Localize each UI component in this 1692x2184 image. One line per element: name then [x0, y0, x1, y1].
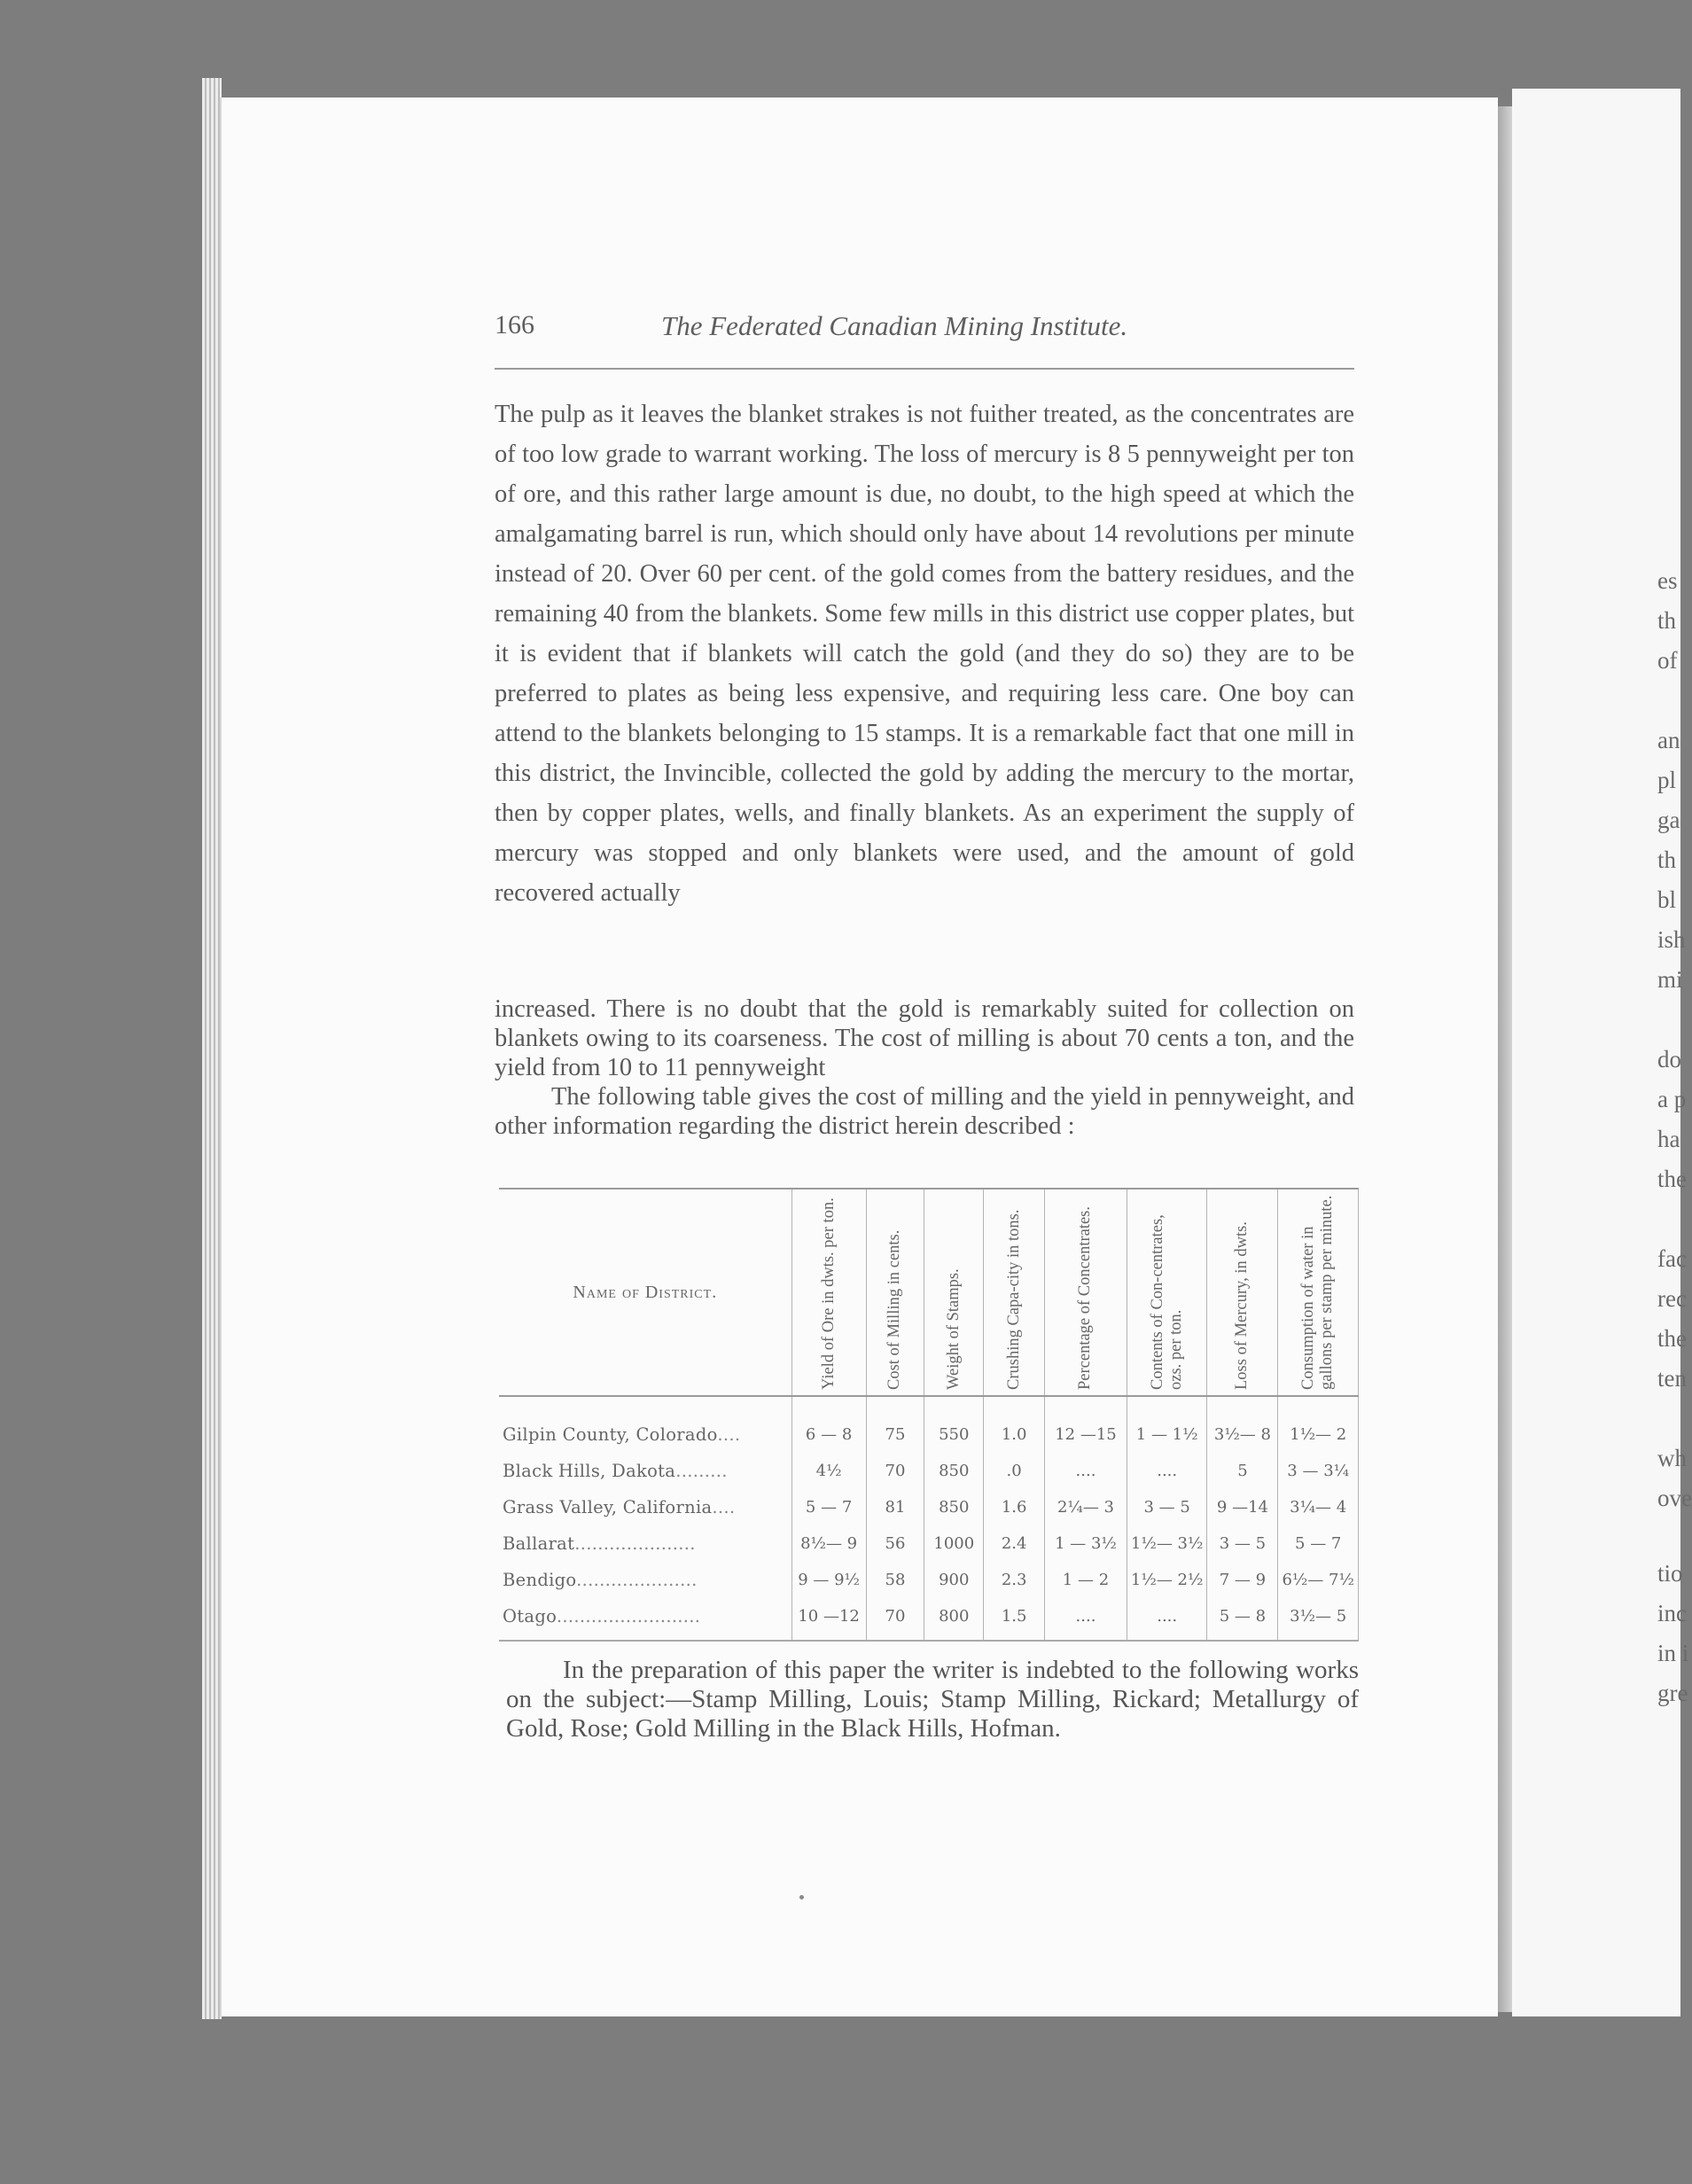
cell-mercury-loss: 7 — 9	[1207, 1562, 1278, 1598]
dot-leader: ....	[717, 1424, 741, 1445]
column-header	[866, 1189, 924, 1396]
district-name: Grass Valley, California	[503, 1497, 713, 1517]
facing-page-fragment: th	[1657, 846, 1677, 873]
header-water: Consumption of water in gallons per stamp per minute.	[1299, 1195, 1337, 1390]
cell-capacity: 2.4	[984, 1525, 1045, 1562]
column-header	[984, 1189, 1045, 1396]
cell-mercury-loss: 5	[1207, 1453, 1278, 1489]
column-header	[1207, 1189, 1278, 1396]
column-header	[1278, 1189, 1359, 1396]
table-row	[499, 1598, 1359, 1641]
cell-contents: ....	[1127, 1598, 1207, 1641]
cell-weight: 850	[924, 1453, 984, 1489]
header-cost: Cost of Milling in cents.	[885, 1229, 904, 1390]
cell-water: 3¼— 4	[1278, 1489, 1359, 1525]
dot-leader: .........	[675, 1461, 728, 1481]
cell-yield: 8½— 9	[791, 1525, 866, 1562]
district-milling-table	[499, 1188, 1359, 1642]
facing-page-fragment: tio	[1657, 1560, 1683, 1587]
cell-yield: 4½	[791, 1453, 866, 1489]
facing-page-fragment: mi	[1657, 966, 1683, 993]
cell-capacity: 1.5	[984, 1598, 1045, 1641]
cell-capacity: .0	[984, 1453, 1045, 1489]
facing-page-fragment: do	[1657, 1046, 1681, 1072]
facing-page-fragment: gre	[1657, 1680, 1688, 1706]
facing-page-fragment: wh	[1657, 1445, 1687, 1471]
cell-weight: 1000	[924, 1525, 984, 1562]
table-row	[499, 1489, 1359, 1525]
cell-percentage: 1 — 3½	[1045, 1525, 1127, 1562]
cell-contents: ....	[1127, 1453, 1207, 1489]
district-name: Black Hills, Dakota	[503, 1461, 676, 1481]
cell-cost: 58	[866, 1562, 924, 1598]
facing-page-fragment: ish	[1657, 926, 1686, 953]
column-header	[1045, 1189, 1127, 1396]
cell-cost: 81	[866, 1489, 924, 1525]
cell-percentage: ....	[1045, 1598, 1127, 1641]
cell-water: 6½— 7½	[1278, 1562, 1359, 1598]
facing-page-fragment: pl	[1657, 767, 1677, 793]
ink-speck	[799, 1895, 804, 1899]
book-gutter	[1498, 106, 1512, 2012]
cell-percentage: 12 —15	[1045, 1396, 1127, 1453]
district-name: Otago	[503, 1606, 557, 1626]
cell-contents: 1½— 2½	[1127, 1562, 1207, 1598]
cell-cost: 56	[866, 1525, 924, 1562]
facing-page-fragment: ove	[1657, 1485, 1692, 1511]
header-rule	[495, 368, 1354, 370]
table-header-row	[499, 1189, 1359, 1396]
dot-leader: .....................	[576, 1570, 698, 1590]
dot-leader: ....	[712, 1497, 736, 1517]
cell-contents: 3 — 5	[1127, 1489, 1207, 1525]
facing-page-fragment: in i	[1657, 1640, 1689, 1666]
cell-yield: 9 — 9½	[791, 1562, 866, 1598]
cell-weight: 900	[924, 1562, 984, 1598]
acknowledgement-paragraph: In the preparation of this paper the writer is indebted to the following works on the subject:—Stamp Milling, Louis; Stamp Milling, Rickard; Metallurgy of Gold, Rose; Gold Milling in the Black Hills, Hofman.	[506, 1656, 1359, 1743]
cell-water: 1½— 2	[1278, 1396, 1359, 1453]
cell-water: 3 — 3¼	[1278, 1453, 1359, 1489]
facing-page-fragment: es	[1657, 567, 1678, 594]
district-name: Gilpin County, Colorado	[503, 1424, 718, 1445]
table-row	[499, 1525, 1359, 1562]
facing-page-fragment: a p	[1657, 1086, 1687, 1112]
cell-capacity: 1.6	[984, 1489, 1045, 1525]
page-number: 166	[495, 310, 534, 339]
facing-page-fragment: the	[1657, 1325, 1687, 1352]
facing-page-fragment: fac	[1657, 1245, 1687, 1272]
cell-yield: 10 —12	[791, 1598, 866, 1641]
journal-title: The Federated Canadian Mining Institute.	[661, 310, 1128, 341]
running-header	[495, 310, 1354, 355]
facing-page-fragment: ga	[1657, 807, 1680, 833]
table-row	[499, 1453, 1359, 1489]
header-yield: Yield of Ore in dwts. per ton.	[819, 1197, 838, 1390]
cell-mercury-loss: 9 —14	[1207, 1489, 1278, 1525]
facing-page-fragment: ha	[1657, 1126, 1680, 1152]
cell-mercury-loss: 3 — 5	[1207, 1525, 1278, 1562]
cell-water: 5 — 7	[1278, 1525, 1359, 1562]
cell-yield: 6 — 8	[791, 1396, 866, 1453]
page-stack-edge	[202, 78, 222, 2019]
district-name-header: Name of District.	[499, 1189, 791, 1396]
cell-cost: 75	[866, 1396, 924, 1453]
table-row	[499, 1562, 1359, 1598]
column-header	[1127, 1189, 1207, 1396]
facing-page-fragment: inc	[1657, 1600, 1687, 1626]
paragraph-pulp-treatment-end: increased. There is no doubt that the gold is remarkably suited for collection on blankets owing to its coarseness. The cost of milling is about 70 cents a ton, and the yield from 10 to 11 pennyweight	[495, 995, 1354, 1081]
cell-weight: 800	[924, 1598, 984, 1641]
cell-percentage: 1 — 2	[1045, 1562, 1127, 1598]
dot-leader: .....................	[574, 1533, 696, 1554]
header-percentage: Percentage of Concentrates.	[1076, 1205, 1095, 1390]
facing-page-fragment: an	[1657, 727, 1680, 753]
dot-leader: .........................	[556, 1606, 701, 1626]
table-row	[499, 1396, 1359, 1453]
cell-cost: 70	[866, 1453, 924, 1489]
cell-percentage: ....	[1045, 1453, 1127, 1489]
cell-percentage: 2¼— 3	[1045, 1489, 1127, 1525]
district-name: Ballarat	[503, 1533, 575, 1554]
cell-weight: 550	[924, 1396, 984, 1453]
paragraph-table-intro: The following table gives the cost of milling and the yield in pennyweight, and other information regarding the district herein described :	[495, 1083, 1354, 1140]
cell-contents: 1½— 3½	[1127, 1525, 1207, 1562]
district-name: Bendigo	[503, 1570, 577, 1590]
cell-mercury-loss: 5 — 8	[1207, 1598, 1278, 1641]
facing-page-fragment: ten	[1657, 1365, 1687, 1392]
header-capacity: Crushing Capa-city in tons.	[1004, 1209, 1023, 1390]
facing-page-fragment: the	[1657, 1166, 1687, 1192]
cell-capacity: 2.3	[984, 1562, 1045, 1598]
header-weight: Weight of Stamps.	[944, 1268, 963, 1390]
facing-page	[1512, 89, 1692, 2016]
cell-mercury-loss: 3½— 8	[1207, 1396, 1278, 1453]
facing-page-fragment: th	[1657, 607, 1677, 634]
paragraph-pulp-treatment: The pulp as it leaves the blanket strakes is not fuither treated, as the concentrates are of too low grade to warrant working. The loss of mercury is 8 5 pennyweight per ton of ore, and this rather large amount is due, no doubt, to the high speed at which the amalgamating barrel is run, which should only have about 14 revolutions per minute instead of 20. Over 60 per cent. of the gold comes from the battery residues, and the remaining 40 from the blankets. Some few mills in this district use copper plates, but it is evident that if blankets will catch the gold (and they do so) they are to be preferred to plates as being less expensive, and requiring less care. One boy can attend to the blankets belonging to 15 stamps. It is a remarkable fact that one mill in this district, the Invincible, collected the gold by adding the mercury to the mortar, then by copper plates, wells, and finally blankets. As an experiment the supply of mercury was stopped and only blankets were used, and the amount of gold recovered actually	[495, 401, 1354, 907]
header-mercury-loss: Loss of Mercury, in dwts.	[1233, 1221, 1251, 1390]
cell-cost: 70	[866, 1598, 924, 1641]
facing-page-fragment: rec	[1657, 1285, 1687, 1312]
cell-contents: 1 — 1½	[1127, 1396, 1207, 1453]
column-header	[924, 1189, 984, 1396]
cell-water: 3½— 5	[1278, 1598, 1359, 1641]
facing-page-fragment: of	[1657, 647, 1678, 674]
cell-yield: 5 — 7	[791, 1489, 866, 1525]
cell-capacity: 1.0	[984, 1396, 1045, 1453]
facing-page-fragment: bl	[1657, 886, 1677, 913]
column-header	[791, 1189, 866, 1396]
header-contents: Contents of Con-centrates, ozs. per ton.	[1148, 1214, 1185, 1390]
cell-weight: 850	[924, 1489, 984, 1525]
